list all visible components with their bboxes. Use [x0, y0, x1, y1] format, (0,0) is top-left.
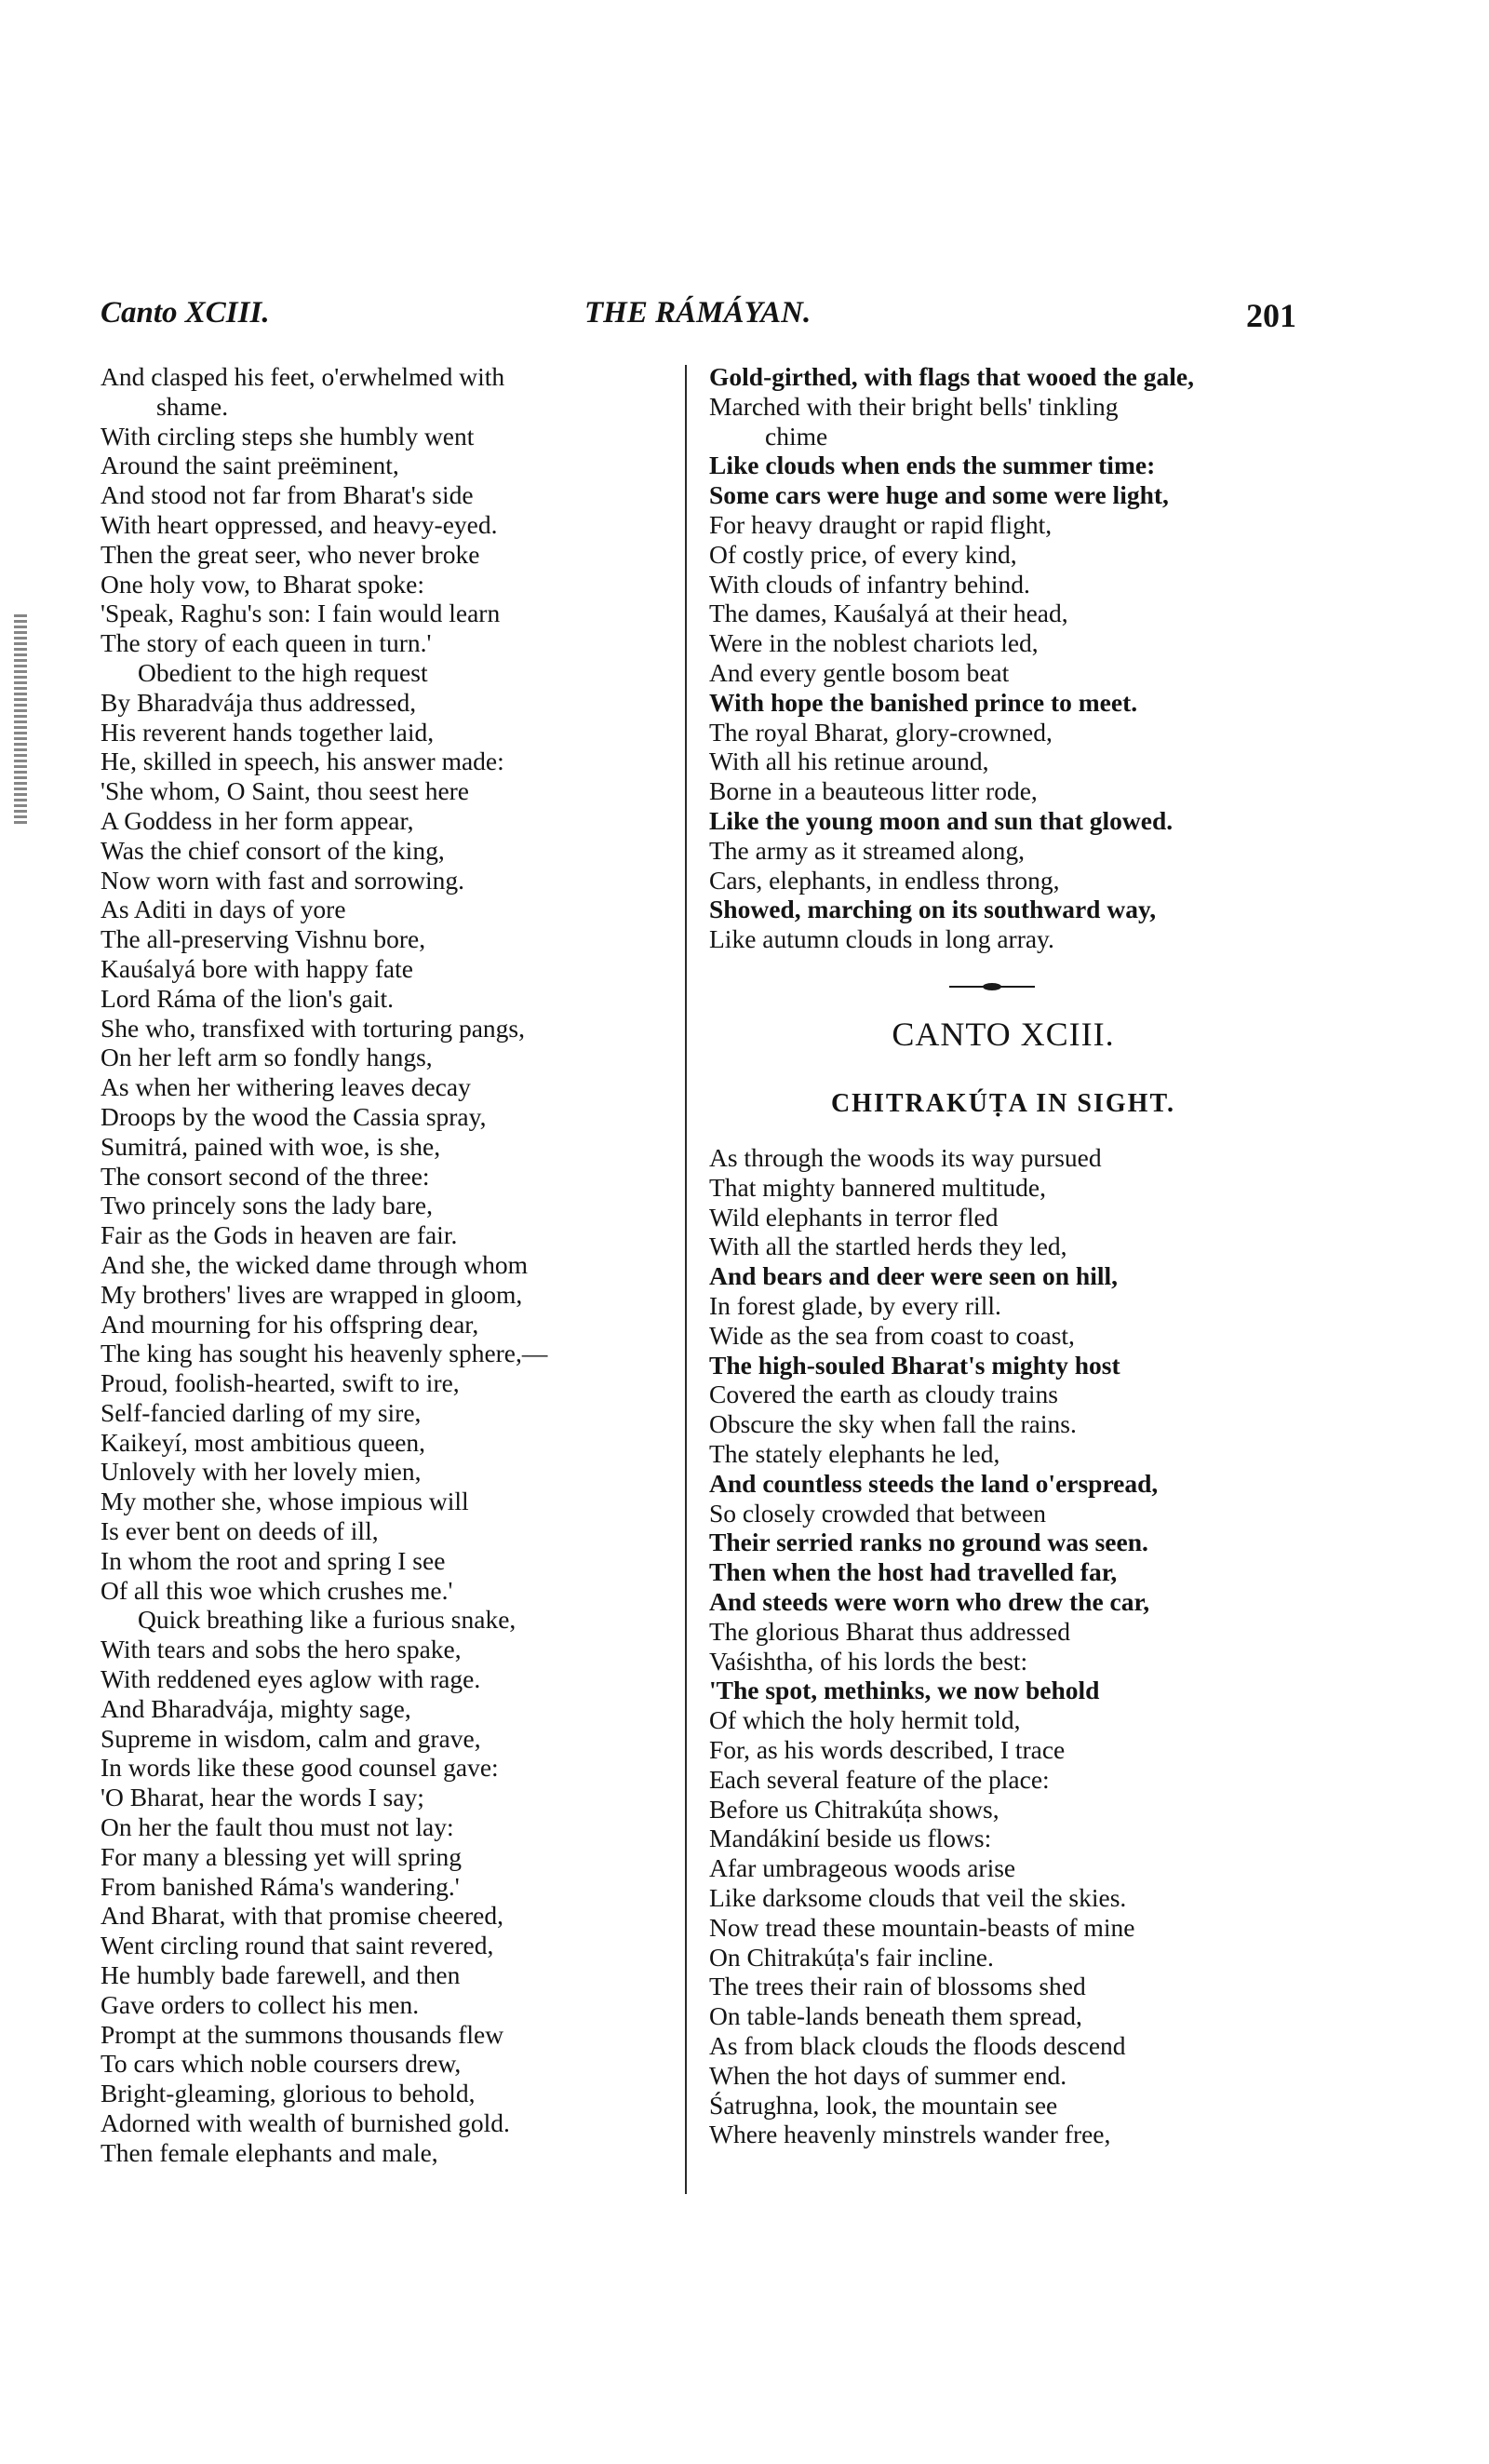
verse-line: The glorious Bharat thus addressed	[709, 1616, 1070, 1646]
verse-line: Quick breathing like a furious snake,	[138, 1605, 516, 1635]
verse-line: Like the young moon and sun that glowed.	[709, 805, 1174, 835]
verse-line: Wild elephants in terror fled	[709, 1202, 999, 1232]
verse-line: He, skilled in speech, his answer made:	[101, 747, 504, 776]
verse-line: As Aditi in days of yore	[101, 895, 346, 924]
verse-line: The trees their rain of blossoms shed	[709, 1972, 1086, 2001]
verse-line: And mourning for his offspring dear,	[101, 1309, 479, 1339]
verse-line: 'The spot, methinks, we now behold	[709, 1676, 1100, 1705]
verse-line: As through the woods its way pursued	[709, 1143, 1102, 1172]
verse-line: His reverent hands together laid,	[101, 717, 435, 747]
verse-line: For, as his words described, I trace	[709, 1734, 1066, 1764]
header-canto: Canto XCIII.	[101, 296, 270, 330]
verse-line: My mother she, whose impious will	[101, 1487, 469, 1516]
verse-line: Went circling round that saint revered,	[101, 1931, 494, 1960]
verse-line: On Chitrakúṭa's fair incline.	[709, 1942, 994, 1972]
verse-line: Obscure the sky when fall the rains.	[709, 1409, 1077, 1439]
verse-line: Like autumn clouds in long array.	[709, 924, 1054, 954]
verse-line: Proud, foolish-hearted, swift to ire,	[101, 1368, 460, 1398]
verse-line: Covered the earth as cloudy trains	[709, 1380, 1058, 1409]
verse-line: Marched with their bright bells' tinkling	[709, 391, 1119, 421]
verse-line: Gold-girthed, with flags that wooed the gale,	[709, 362, 1194, 391]
verse-line: That mighty bannered multitude,	[709, 1172, 1046, 1202]
verse-line: A Goddess in her form appear,	[101, 805, 414, 835]
verse-line: Self-fancied darling of my sire,	[101, 1397, 422, 1427]
right-column-top	[709, 362, 1297, 954]
verse-line: Were in the noblest chariots led,	[709, 628, 1039, 658]
verse-line: Like clouds when ends the summer time:	[709, 451, 1156, 480]
verse-line: The consort second of the three:	[101, 1161, 430, 1191]
verse-line: Supreme in wisdom, calm and grave,	[101, 1723, 481, 1753]
verse-line: Their serried ranks no ground was seen.	[709, 1528, 1148, 1557]
verse-line: The stately elephants he led,	[709, 1438, 1000, 1468]
verse-line: With heart oppressed, and heavy-eyed.	[101, 509, 498, 539]
verse-line: Vaśishtha, of his lords the best:	[709, 1646, 1028, 1676]
verse-line: For heavy draught or rapid flight,	[709, 509, 1053, 539]
verse-line: With tears and sobs the hero spake,	[101, 1635, 462, 1664]
verse-line: Wide as the sea from coast to coast,	[709, 1320, 1075, 1350]
verse-line: Prompt at the summons thousands flew	[101, 2019, 504, 2049]
verse-line: On her left arm so fondly hangs,	[101, 1043, 433, 1072]
verse-line: Was the chief consort of the king,	[101, 835, 445, 865]
verse-line: 'Speak, Raghu's son: I fain would learn	[101, 599, 501, 628]
verse-line: The dames, Kauśalyá at their head,	[709, 599, 1068, 628]
verse-line: So closely crowded that between	[709, 1498, 1046, 1528]
verse-line: Where heavenly minstrels wander free,	[709, 2120, 1111, 2149]
verse-line: Like darksome clouds that veil the skies.	[709, 1882, 1127, 1912]
verse-line: On her the fault thou must not lay:	[101, 1812, 454, 1842]
verse-line: Kaikeyí, most ambitious queen,	[101, 1427, 426, 1457]
verse-line: Now worn with fast and sorrowing.	[101, 865, 465, 895]
verse-line: Śatrughna, look, the mountain see	[709, 2090, 1058, 2120]
verse-line: In words like these good counsel gave:	[101, 1753, 499, 1783]
verse-line: And she, the wicked dame through whom	[101, 1249, 529, 1279]
verse-line: With hope the banished prince to meet.	[709, 687, 1138, 717]
verse-line: My brothers' lives are wrapped in gloom,	[101, 1279, 523, 1309]
left-column	[101, 362, 677, 2168]
verse-line: In whom the root and spring I see	[101, 1545, 446, 1575]
verse-line: Then female elephants and male,	[101, 2137, 438, 2167]
verse-line: shame.	[156, 391, 229, 421]
verse-line: Some cars were huge and some were light,	[709, 480, 1169, 510]
verse-line: Now tread these mountain-beasts of mine	[709, 1912, 1135, 1942]
verse-line: Mandákiní beside us flows:	[709, 1824, 992, 1853]
verse-line: Then when the host had travelled far,	[709, 1557, 1118, 1587]
verse-line: Sumitrá, pained with woe, is she,	[101, 1131, 441, 1161]
section-ornament	[949, 983, 1035, 990]
canto-subtitle: CHITRAKÚṬA IN SIGHT.	[830, 1089, 1176, 1118]
verse-line: The story of each queen in turn.'	[101, 628, 432, 658]
verse-line: Borne in a beauteous litter rode,	[709, 776, 1038, 806]
verse-line: With circling steps she humbly went	[101, 421, 475, 451]
verse-line: To cars which noble coursers drew,	[101, 2049, 462, 2079]
verse-line: Of which the holy hermit told,	[709, 1705, 1021, 1735]
verse-line: On table-lands beneath them spread,	[709, 2001, 1082, 2031]
verse-line: The king has sought his heavenly sphere,—	[101, 1339, 548, 1368]
verse-line: 'She whom, O Saint, thou seest here	[101, 776, 470, 806]
verse-line: The all-preserving Vishnu bore,	[101, 924, 426, 954]
column-divider	[685, 365, 687, 2194]
verse-line: For many a blessing yet will spring	[101, 1841, 463, 1871]
verse-line: And bears and deer were seen on hill,	[709, 1261, 1119, 1291]
header-title: THE RÁMÁYAN.	[584, 296, 812, 330]
verse-line: With reddened eyes aglow with rage.	[101, 1664, 481, 1694]
verse-line: As when her withering leaves decay	[101, 1072, 471, 1102]
verse-line: Adorned with wealth of burnished gold.	[101, 2108, 510, 2138]
verse-line: Bright-gleaming, glorious to behold,	[101, 2079, 476, 2108]
verse-line: From banished Ráma's wandering.'	[101, 1871, 460, 1901]
verse-line: She who, transfixed with torturing pangs,	[101, 1013, 525, 1043]
verse-line: He humbly bade farewell, and then	[101, 1960, 461, 1990]
verse-line: And every gentle bosom beat	[709, 657, 1010, 687]
scan-artifact	[14, 614, 27, 824]
verse-line: Around the saint preëminent,	[101, 451, 399, 480]
verse-line: Kauśalyá bore with happy fate	[101, 953, 413, 983]
running-header	[101, 296, 1296, 343]
verse-line: Cars, elephants, in endless throng,	[709, 865, 1060, 895]
verse-line: And steeds were worn who drew the car,	[709, 1586, 1150, 1616]
verse-line: Droops by the wood the Cassia spray,	[101, 1101, 487, 1131]
verse-line: And stood not far from Bharat's side	[101, 480, 474, 510]
verse-line: Each several feature of the place:	[709, 1764, 1050, 1794]
verse-line: Of all this woe which crushes me.'	[101, 1575, 453, 1605]
verse-line: Then the great seer, who never broke	[101, 539, 480, 569]
verse-line: In forest glade, by every rill.	[709, 1290, 1001, 1320]
verse-line: Showed, marching on its southward way,	[709, 895, 1157, 924]
verse-line: Lord Ráma of the lion's gait.	[101, 983, 395, 1013]
verse-line: Is ever bent on deeds of ill,	[101, 1516, 379, 1546]
verse-line: And countless steeds the land o'erspread,	[709, 1468, 1159, 1498]
verse-line: Of costly price, of every kind,	[709, 539, 1017, 569]
right-column-bottom	[709, 1143, 1297, 2149]
verse-line: With clouds of infantry behind.	[709, 569, 1030, 599]
page-number: 201	[1246, 297, 1296, 334]
verse-line: By Bharadvája thus addressed,	[101, 687, 417, 717]
verse-line: And clasped his feet, o'erwhelmed with	[101, 362, 505, 391]
verse-line: With all his retinue around,	[709, 747, 989, 776]
verse-line: Obedient to the high request	[138, 657, 428, 687]
verse-line: 'O Bharat, hear the words I say;	[101, 1783, 424, 1812]
verse-line: With all the startled herds they led,	[709, 1232, 1067, 1261]
verse-line: When the hot days of summer end.	[709, 2060, 1067, 2090]
verse-line: As from black clouds the floods descend	[709, 2030, 1126, 2060]
verse-line: And Bharadvája, mighty sage,	[101, 1693, 411, 1723]
verse-line: Before us Chitrakúṭa shows,	[709, 1794, 999, 1824]
verse-line: Gave orders to collect his men.	[101, 1989, 420, 2019]
verse-line: The high-souled Bharat's mighty host	[709, 1350, 1120, 1380]
verse-line: Unlovely with her lovely mien,	[101, 1457, 422, 1487]
verse-line: Afar umbrageous woods arise	[709, 1853, 1016, 1883]
verse-line: The royal Bharat, glory-crowned,	[709, 717, 1053, 747]
verse-line: Two princely sons the lady bare,	[101, 1191, 434, 1220]
verse-line: And Bharat, with that promise cheered,	[101, 1901, 503, 1931]
verse-line: Fair as the Gods in heaven are fair.	[101, 1220, 458, 1250]
verse-line: The army as it streamed along,	[709, 835, 1026, 865]
verse-line: chime	[765, 421, 828, 451]
verse-line: One holy vow, to Bharat spoke:	[101, 569, 425, 599]
canto-title: CANTO XCIII.	[892, 1016, 1115, 1053]
